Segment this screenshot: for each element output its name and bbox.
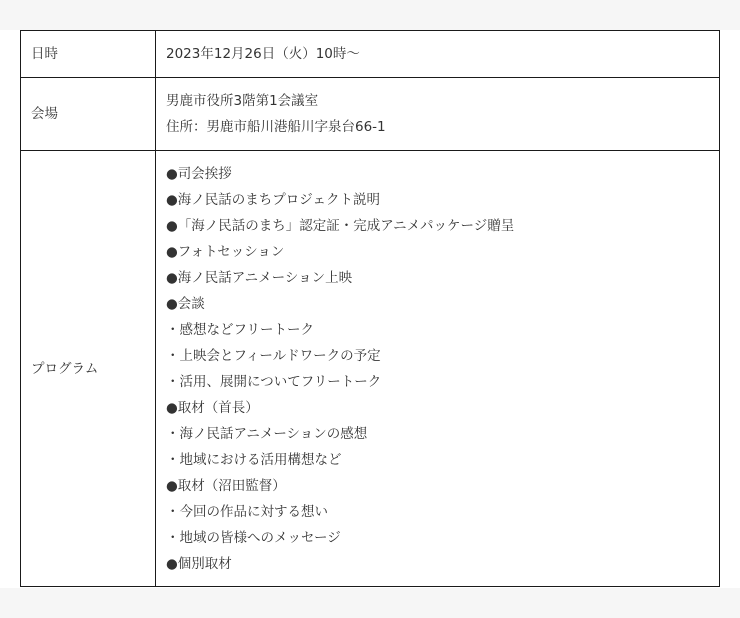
program-item: ●海ノ民話アニメーション上映 [166,269,353,286]
program-item: ●フォトセッション [166,243,285,260]
table-row-venue [21,78,720,151]
program-item: ●「海ノ民話のまち」認定証・完成アニメパッケージ贈呈 [166,217,515,234]
program-subitem: ・上映会とフィールドワークの予定 [166,347,381,364]
program-item: ●個別取材 [166,555,232,572]
venue-address: 住所：男鹿市船川港船川字泉台66-1 [166,119,386,135]
program-label: プログラム [21,151,156,587]
program-item: ●司会挨拶 [166,165,232,182]
event-info-table [20,30,720,587]
program-subitem: ・活用、展開についてフリートーク [166,373,382,390]
program-item: ●取材（沼田監督） [166,477,286,494]
program-item: ●取材（首長） [166,399,259,416]
table-row-date [21,31,720,78]
program-subitem: ・今回の作品に対する想い [166,503,328,520]
program-item: ●会談 [166,295,205,312]
program-subitem: ・地域における活用構想など [166,451,342,468]
venue-name: 男鹿市役所3階第1会議室 [166,93,319,109]
date-value: 2023年12月26日（火）10時〜 [156,31,720,78]
date-label: 日時 [21,31,156,78]
program-subitem: ・地域の皆様へのメッセージ [166,529,341,546]
table-row-program [21,151,720,587]
program-value [156,151,720,587]
program-subitem: ・感想などフリートーク [166,321,314,338]
venue-value [156,78,720,151]
venue-label: 会場 [21,78,156,151]
program-item: ●海ノ民話のまちプロジェクト説明 [166,191,381,208]
program-subitem: ・海ノ民話アニメーションの感想 [166,425,368,442]
